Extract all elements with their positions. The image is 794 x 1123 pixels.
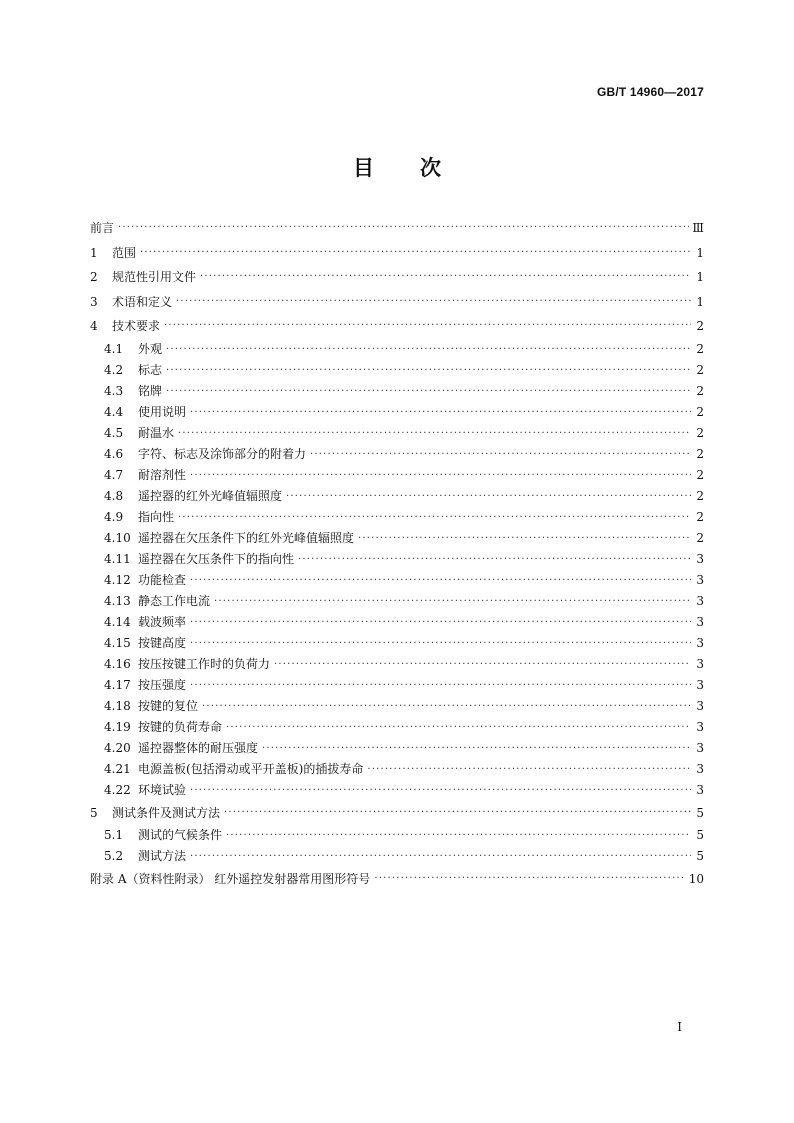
title-char-1: 目 [353, 156, 374, 180]
toc-number: 5.2 [104, 849, 124, 863]
toc-page: 2 [696, 319, 704, 333]
toc-leader [367, 759, 691, 780]
toc-number: 4.19 [104, 719, 131, 734]
toc-label: 测试条件及测试方法 [112, 805, 221, 820]
toc-number: 4.18 [104, 698, 131, 713]
toc-leader [178, 423, 691, 444]
toc-page: 5 [696, 828, 704, 842]
toc-page: 3 [696, 572, 704, 587]
toc-page: 2 [696, 425, 704, 440]
toc-leader [190, 846, 691, 867]
toc-leader [214, 591, 691, 612]
page-title [0, 152, 794, 182]
toc-number: 4.21 [104, 761, 131, 776]
toc-number: 4.9 [104, 509, 124, 524]
toc-label: 术语和定义 [112, 294, 173, 309]
toc-label: 测试的气候条件 [138, 828, 223, 842]
toc-leader [262, 738, 691, 759]
toc-leader [190, 465, 691, 486]
toc-page: 3 [696, 761, 704, 776]
toc-label: 使用说明 [138, 404, 187, 419]
toc-subentry[interactable] [90, 846, 704, 867]
toc-page: 2 [696, 404, 704, 419]
toc-label: 耐温水 [138, 425, 175, 440]
toc-number: 4.4 [104, 404, 124, 419]
toc-label: 范围 [112, 245, 137, 260]
toc-label: 测试方法 [138, 849, 187, 863]
toc-page: 2 [696, 383, 704, 398]
toc-number: 4.1 [104, 341, 124, 356]
toc-subentry[interactable] [90, 696, 704, 717]
toc-number: 4.16 [104, 656, 131, 671]
toc-leader [190, 612, 691, 633]
toc-leader [166, 360, 691, 381]
toc-leader [164, 314, 691, 339]
toc-page: 2 [696, 341, 704, 356]
toc-subentry[interactable] [90, 825, 704, 846]
toc-subentry[interactable] [90, 633, 704, 654]
toc-subentry[interactable] [90, 549, 704, 570]
toc-number: 4.5 [104, 425, 124, 440]
toc-number: 2 [90, 270, 98, 284]
toc-page: 1 [696, 270, 704, 284]
toc-leader [190, 780, 691, 801]
toc-page: 3 [696, 719, 704, 734]
toc-page: 3 [696, 677, 704, 692]
toc-subentry[interactable] [90, 570, 704, 591]
toc-subentry[interactable] [90, 507, 704, 528]
toc-leader [298, 549, 691, 570]
toc-leader [286, 486, 691, 507]
toc-number: 4.12 [104, 572, 131, 587]
toc-subentry[interactable] [90, 780, 704, 801]
toc-label: 按压按键工作时的负荷力 [138, 656, 271, 671]
toc-label: 静态工作电流 [138, 593, 211, 608]
toc-subentry[interactable] [90, 339, 704, 360]
toc-entry-foreword[interactable] [90, 216, 704, 241]
toc-leader [374, 867, 685, 892]
toc-leader [190, 402, 691, 423]
toc-label: 前言 [90, 221, 115, 235]
toc-leader [226, 825, 691, 846]
toc-label: 载波频率 [138, 614, 187, 629]
toc-page: 1 [696, 245, 704, 260]
toc-label: 功能检查 [138, 572, 187, 587]
toc-leader [166, 381, 691, 402]
toc-page: 3 [696, 635, 704, 650]
toc-label: 耐溶剂性 [138, 467, 187, 482]
toc-entry[interactable] [90, 290, 704, 315]
toc-entry[interactable] [90, 801, 704, 826]
toc-leader [140, 241, 691, 266]
toc-page: Ⅲ [692, 221, 704, 235]
toc-leader [190, 675, 691, 696]
toc-subentry[interactable] [90, 612, 704, 633]
toc-subentry[interactable] [90, 465, 704, 486]
toc-label: 铭牌 [138, 383, 163, 398]
toc-label: 指向性 [138, 509, 175, 524]
toc-label: 按键的复位 [138, 698, 199, 713]
toc-label: 标志 [138, 362, 163, 377]
toc-label: 字符、标志及涂饰部分的附着力 [138, 446, 307, 461]
toc-subentry[interactable] [90, 654, 704, 675]
toc-page: 5 [696, 849, 704, 863]
toc-leader [190, 633, 691, 654]
toc-number: 4.20 [104, 740, 131, 755]
toc-number: 4 [90, 319, 98, 333]
page-number: I [677, 1020, 682, 1034]
toc-entry[interactable] [90, 314, 704, 339]
toc-label: 环境试验 [138, 782, 187, 797]
toc-page: 2 [696, 488, 704, 503]
toc-subentry[interactable] [90, 486, 704, 507]
toc-label: 电源盖板(包括滑动或平开盖板)的插拔寿命 [138, 761, 364, 776]
toc-entry[interactable] [90, 241, 704, 266]
toc-number: 4.2 [104, 362, 124, 377]
toc-label: 外观 [138, 341, 163, 356]
toc-entry[interactable] [90, 265, 704, 290]
toc-subentry[interactable] [90, 759, 704, 780]
standard-code: GB/T 14960—2017 [596, 85, 704, 99]
toc-leader [310, 444, 691, 465]
toc-label: 按键的负荷寿命 [138, 719, 223, 734]
toc-label: 遥控器在欠压条件下的指向性 [138, 551, 295, 566]
toc-leader [202, 696, 691, 717]
toc-label: 按压强度 [138, 677, 187, 692]
toc-subentry[interactable] [90, 717, 704, 738]
toc-subentry[interactable] [90, 360, 704, 381]
toc-subentry[interactable] [90, 528, 704, 549]
toc-leader [274, 654, 691, 675]
toc-number: 4.14 [104, 614, 131, 629]
toc-number: 4.8 [104, 488, 124, 503]
toc-leader [176, 290, 691, 315]
toc-page: 2 [696, 362, 704, 377]
toc-label: 遥控器的红外光峰值辐照度 [138, 488, 283, 503]
toc-entry-annex-a[interactable] [90, 867, 704, 892]
toc-leader [226, 717, 691, 738]
toc-page: 3 [696, 782, 704, 797]
toc-page: 3 [696, 593, 704, 608]
toc-page: 3 [696, 740, 704, 755]
toc-label: 遥控器在欠压条件下的红外光峰值辐照度 [138, 530, 355, 545]
toc-label: 附录 A（资料性附录） 红外遥控发射器常用图形符号 [90, 872, 371, 886]
table-of-contents [90, 216, 704, 892]
toc-number: 4.7 [104, 467, 124, 482]
toc-number: 3 [90, 294, 98, 309]
toc-page: 2 [696, 530, 704, 545]
toc-page: 3 [696, 614, 704, 629]
toc-page: 2 [696, 509, 704, 524]
toc-number: 4.13 [104, 593, 131, 608]
toc-subentry[interactable] [90, 444, 704, 465]
toc-label: 按键高度 [138, 635, 187, 650]
toc-leader [358, 528, 691, 549]
toc-leader [118, 216, 689, 241]
toc-page: 3 [696, 551, 704, 566]
toc-leader [178, 507, 691, 528]
toc-number: 4.6 [104, 446, 124, 461]
toc-number: 4.10 [104, 530, 131, 545]
toc-page: 10 [688, 872, 704, 886]
toc-subentry[interactable] [90, 402, 704, 423]
toc-subentry[interactable] [90, 381, 704, 402]
toc-number: 4.22 [104, 782, 131, 797]
toc-number: 4.17 [104, 677, 131, 692]
toc-page: 1 [696, 294, 704, 309]
toc-page: 2 [696, 467, 704, 482]
toc-page: 5 [696, 805, 704, 820]
toc-number: 5.1 [104, 828, 124, 842]
toc-leader [200, 265, 691, 290]
title-char-2: 次 [420, 156, 441, 180]
toc-leader [166, 339, 691, 360]
toc-number: 1 [90, 245, 98, 260]
toc-page: 2 [696, 446, 704, 461]
toc-leader [190, 570, 691, 591]
toc-number: 4.3 [104, 383, 124, 398]
toc-subentry[interactable] [90, 675, 704, 696]
toc-leader [224, 801, 691, 826]
toc-label: 规范性引用文件 [112, 270, 197, 284]
toc-page: 3 [696, 698, 704, 713]
toc-subentry[interactable] [90, 591, 704, 612]
toc-label: 技术要求 [112, 319, 161, 333]
toc-number: 5 [90, 805, 98, 820]
toc-subentry[interactable] [90, 423, 704, 444]
toc-number: 4.15 [104, 635, 131, 650]
toc-subentry[interactable] [90, 738, 704, 759]
toc-page: 3 [696, 656, 704, 671]
toc-number: 4.11 [104, 551, 131, 566]
toc-label: 遥控器整体的耐压强度 [138, 740, 259, 755]
